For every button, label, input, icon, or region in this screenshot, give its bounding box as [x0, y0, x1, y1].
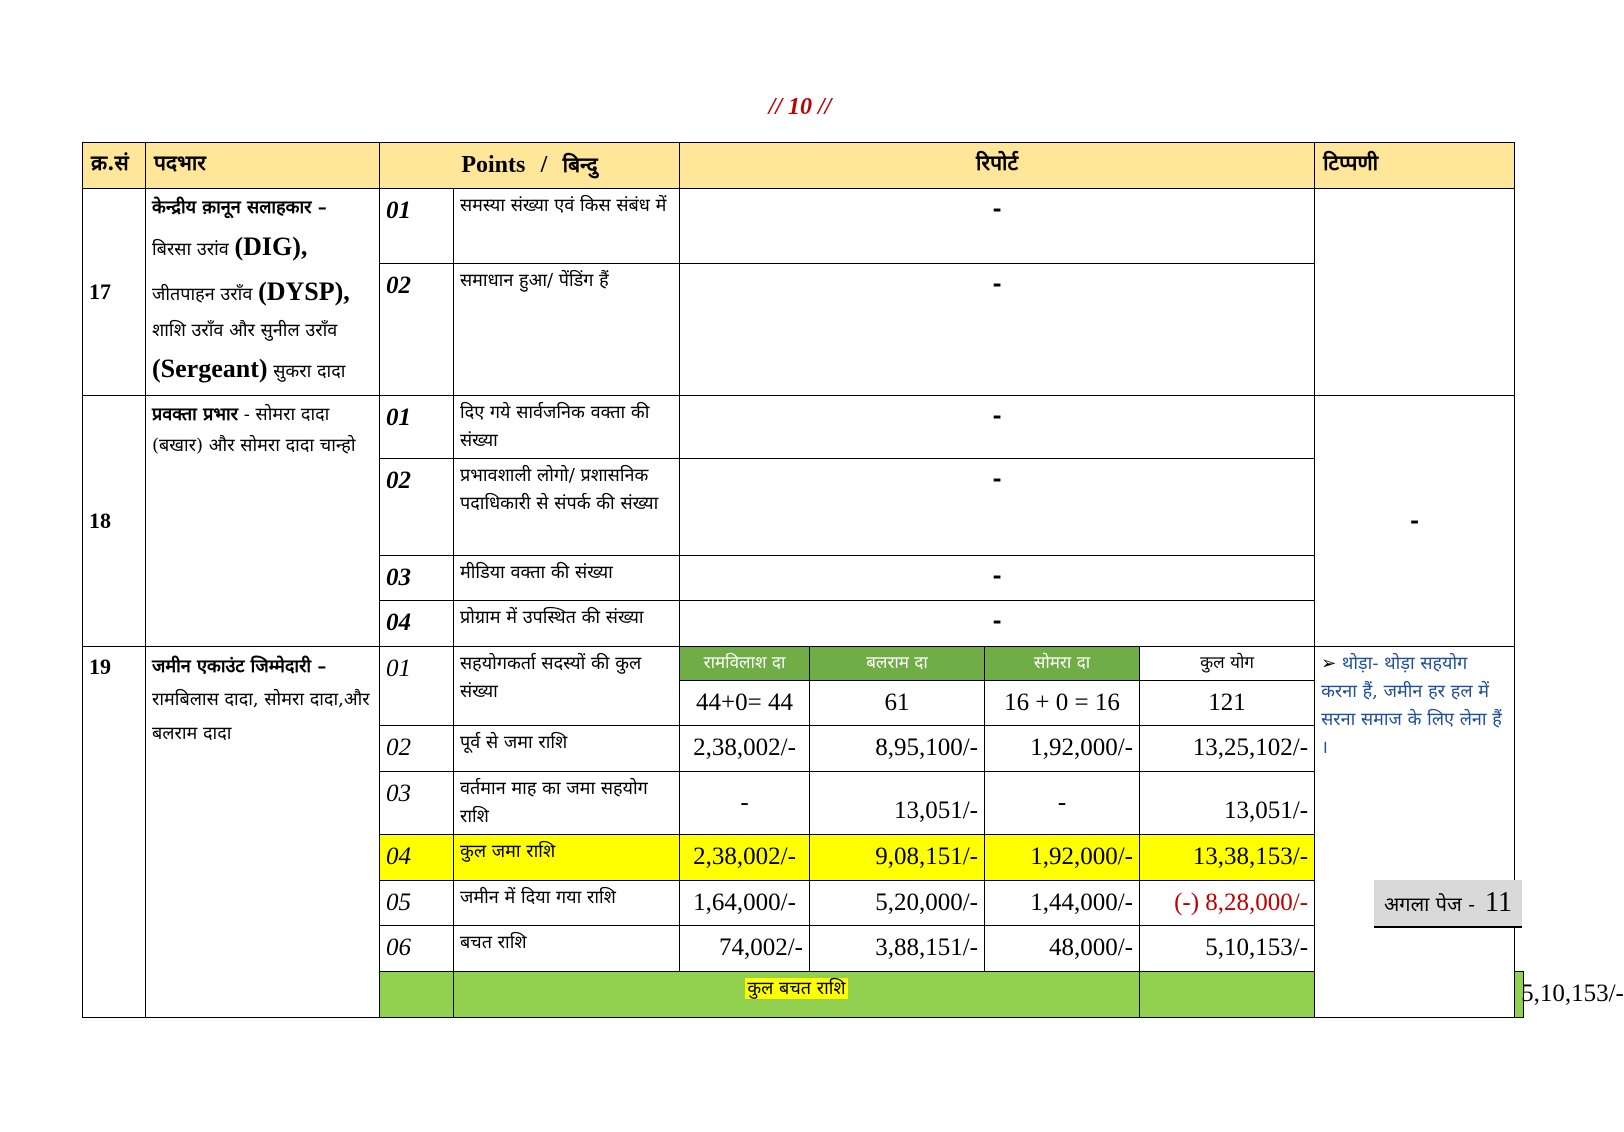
row19-sr: 19 — [83, 647, 146, 1018]
p2-no: 02 — [380, 726, 454, 772]
col-ramvilash: रामविलाश दा — [680, 647, 810, 680]
header-sr: क्र.सं — [83, 143, 146, 189]
p2-v2: 8,95,100/- — [810, 726, 985, 772]
row18-post-l1: - सोमरा दादा (बखार) और सोमरा दादा चान्हो — [152, 403, 356, 457]
header-report: रिपोर्ट — [680, 143, 1315, 189]
p5-v4: (-) 8,28,000/- — [1140, 880, 1315, 926]
row18-point3-report: - — [680, 555, 1315, 601]
p4-no: 04 — [380, 834, 454, 880]
header-post: पदभार — [146, 143, 380, 189]
p6-text: बचत राशि — [454, 926, 680, 972]
row18-point2-report: - — [680, 458, 1315, 555]
p3-text: वर्तमान माह का जमा सहयोग राशि — [454, 772, 680, 835]
bullet-arrow-icon: ➢ — [1321, 653, 1337, 675]
total-label-cell — [454, 972, 1140, 1018]
p1-v4: 121 — [1140, 680, 1315, 726]
p2-text: पूर्व से जमा राशि — [454, 726, 680, 772]
header-points-en: Points — [461, 152, 526, 178]
p6-v3: 48,000/- — [985, 926, 1140, 972]
p5-v2: 5,20,000/- — [810, 880, 985, 926]
row19-point1a — [83, 647, 1524, 680]
row19-post — [146, 647, 380, 1018]
row18-point1-no: 01 — [380, 395, 454, 458]
p3-v4: 13,051/- — [1140, 772, 1315, 835]
p3-v3: - — [985, 772, 1140, 835]
p4-v3: 1,92,000/- — [985, 834, 1140, 880]
next-page-number: 11 — [1484, 887, 1512, 918]
row19-post-l1b: जमीन एकाउंट जिम्मेदारी – — [152, 656, 327, 678]
row17-post-l2: बिरसा उरांव — [152, 238, 229, 260]
p3-no: 03 — [380, 772, 454, 835]
p1-v1: 44+0= 44 — [680, 680, 810, 726]
next-page-label — [1374, 880, 1522, 928]
p3-v2: 13,051/- — [810, 772, 985, 835]
row17-point1-no: 01 — [380, 189, 454, 263]
row17-point1 — [83, 189, 1524, 263]
row18-point4-no: 04 — [380, 601, 454, 647]
p5-v3: 1,44,000/- — [985, 880, 1140, 926]
col-total: कुल योग — [1140, 647, 1315, 680]
p4-v4: 13,38,153/- — [1140, 834, 1315, 880]
p4-text: कुल जमा राशि — [454, 834, 680, 880]
row19-remark — [1315, 647, 1515, 1018]
row19-point1-no: 01 — [380, 647, 454, 726]
row17-sr: 17 — [83, 189, 146, 396]
row17-point2-no: 02 — [380, 263, 454, 395]
row17-post-l1: केन्द्रीय क़ानून सलाहकार – — [152, 197, 327, 219]
p6-v1: 74,002/- — [680, 926, 810, 972]
row17-post-l4: शाशि उराँव और सुनील उराँव — [152, 319, 338, 341]
row18-point4-text: प्रोग्राम में उपस्थित की संख्या — [454, 601, 680, 647]
header-points-sep: / — [540, 152, 548, 178]
p1-v3: 16 + 0 = 16 — [985, 680, 1140, 726]
p5-text: जमीन में दिया गया राशि — [454, 880, 680, 926]
row19-post-l1: रामबिलास दादा, सोमरा दादा,और बलराम दादा — [152, 689, 370, 744]
p6-v2: 3,88,151/- — [810, 926, 985, 972]
row18-sr: 18 — [83, 395, 146, 647]
col-somra: सोमरा दा — [985, 647, 1140, 680]
row17-post — [146, 189, 380, 396]
total-value: 5,10,153/- — [1515, 972, 1524, 1018]
total-spacer — [380, 972, 454, 1018]
col-balram: बलराम दा — [810, 647, 985, 680]
p6-no: 06 — [380, 926, 454, 972]
row17-remark — [1315, 189, 1515, 396]
p2-v4: 13,25,102/- — [1140, 726, 1315, 772]
report-table — [82, 142, 1624, 1018]
p5-v1: 1,64,000/- — [680, 880, 810, 926]
row17-post-l3b: (DYSP), — [258, 277, 350, 307]
row18-point3-no: 03 — [380, 555, 454, 601]
p1-v2: 61 — [810, 680, 985, 726]
next-page-text: अगला पेज - — [1384, 891, 1475, 916]
row18-post-l1b: प्रवक्ता प्रभार — [152, 403, 239, 425]
row18-point2-text: प्रभावशाली लोगो/ प्रशासनिक पदाधिकारी से संपर्क की संख्या — [454, 458, 680, 555]
row17-post-l3: जीतपाहन उराँव — [152, 284, 253, 306]
row18-remark: - — [1315, 395, 1515, 647]
p6-v4: 5,10,153/- — [1140, 926, 1315, 972]
row17-post-l2b: (DIG), — [234, 231, 308, 261]
p2-v3: 1,92,000/- — [985, 726, 1140, 772]
row17-point1-text: समस्या संख्या एवं किस संबंध में — [454, 189, 680, 263]
p4-v2: 9,08,151/- — [810, 834, 985, 880]
p5-no: 05 — [380, 880, 454, 926]
p4-v1: 2,38,002/- — [680, 834, 810, 880]
p2-v1: 2,38,002/- — [680, 726, 810, 772]
header-points — [380, 143, 680, 189]
row18-point3-text: मीडिया वक्ता की संख्या — [454, 555, 680, 601]
row19-remark-text: थोड़ा- थोड़ा सहयोग करना हैं, जमीन हर हल में सरना समाज के लिए लेना हैं । — [1321, 653, 1502, 758]
header-row — [83, 143, 1524, 189]
row17-post-l5b: (Sergeant) — [152, 354, 268, 384]
row18-point1-report: - — [680, 395, 1315, 458]
row17-point1-report: - — [680, 189, 1315, 263]
row17-post-l5: सुकरा दादा — [273, 361, 346, 383]
row18-point1-text: दिए गये सार्वजनिक वक्ता की संख्या — [454, 395, 680, 458]
total-label: कुल बचत राशि — [747, 978, 846, 1000]
p3-v1: - — [680, 772, 810, 835]
row17-point2-report: - — [680, 263, 1315, 395]
total-blank — [1140, 972, 1315, 1018]
row18-post — [146, 395, 380, 647]
header-remark: टिप्पणी — [1315, 143, 1515, 189]
row18-point4-report: - — [680, 601, 1315, 647]
header-points-hi: बिन्दु — [562, 152, 598, 177]
row18-point1 — [83, 395, 1524, 458]
row17-point2-text: समाधान हुआ/ पेंडिंग हैं — [454, 263, 680, 395]
row18-point2-no: 02 — [380, 458, 454, 555]
page-title: // 10 // — [768, 94, 832, 120]
row19-point1-text: सहयोगकर्ता सदस्यों की कुल संख्या — [454, 647, 680, 726]
